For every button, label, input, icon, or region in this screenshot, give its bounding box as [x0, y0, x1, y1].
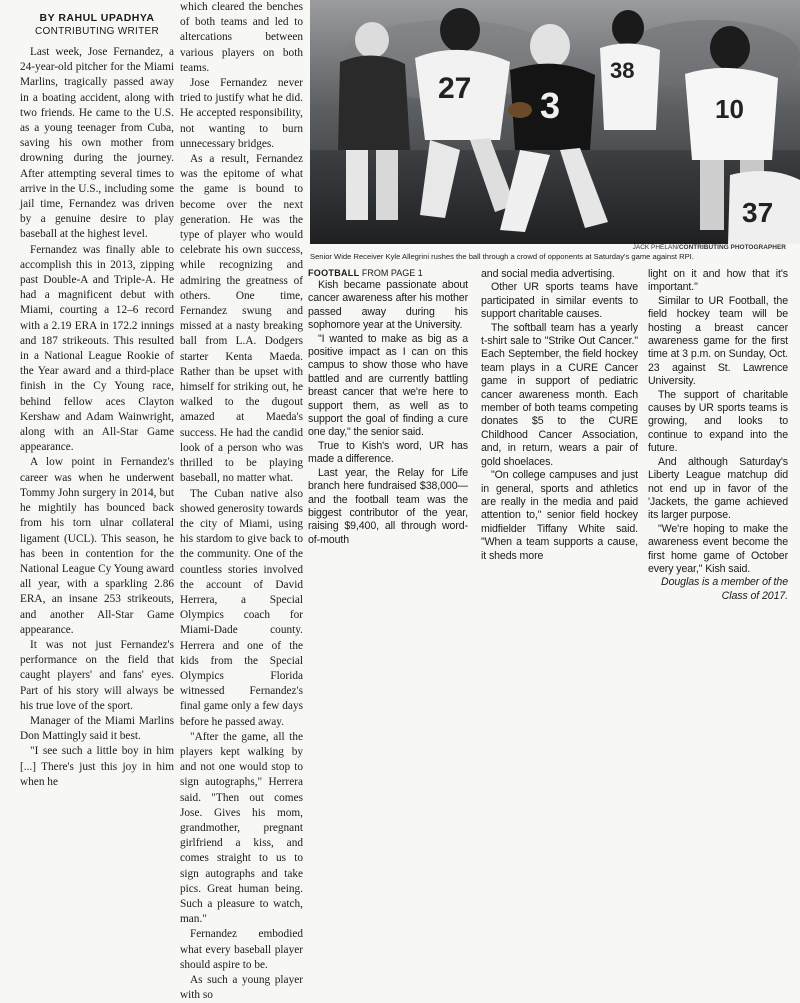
paragraph: light on it and how that it's important." — [648, 268, 788, 294]
photo-credit-role: CONTRIBUTING PHOTOGRAPHER — [678, 244, 786, 251]
paragraph: Other UR sports teams have participated in similar events to support charitable causes. — [481, 281, 638, 321]
jump-head — [308, 268, 468, 278]
football-column-1 — [308, 268, 468, 560]
football-photo-illustration — [310, 0, 800, 244]
football-column-3 — [648, 268, 788, 602]
football-column-2 — [481, 268, 638, 560]
jump-from: FROM PAGE 1 — [361, 268, 423, 278]
paragraph: and social media advertising. — [481, 268, 615, 280]
paragraph: Kish became passionate about cancer awareness after his mother passed away during his sophomore year at the University. — [308, 279, 468, 332]
paragraph: Fernandez was finally able to accomplish this in 2013, zipping past Double-A and Triple-A. He had a magnificent debut with Miami, courting a 12–6 record with a 2.19 ERA in 172.2 innings and 187 strikeouts. This resulted in a National League Rookie of the Year award and a third-place finish in the Cy Young race, behind fellow aces Clayton Kershaw and Adam Wainwright, along with an All-Star Game appearance. — [20, 243, 174, 454]
jersey-number: 37 — [742, 197, 774, 228]
paragraph: Similar to UR Football, the field hockey team will be hosting a breast cancer awareness game for the first time at 3 p.m. on Sunday, Oct. 23 against St. Lawrence University. — [648, 294, 788, 388]
photo-credit — [310, 244, 786, 251]
paragraph: The softball team has a yearly t-shirt sale to "Strike Out Cancer." Each September, the field hockey team plays in a CURE Cancer game in support of pediatric cancer awareness month. Each member of both teams competing donates $5 to the CURE Childhood Cancer Association, and, in return, wears a pair of gold shoelaces. — [481, 321, 638, 468]
article-column-2 — [180, 0, 303, 1002]
jersey-number: 27 — [438, 72, 472, 105]
paragraph: A low point in Fernandez's career was when he underwent Tommy John surgery in 2014, but he mightily has bounced back from his torn ulnar collateral ligament (UCL). This season, he has been in contention for the National League Cy Young award all year, with a sparkling 2.86 ERA, an insane 253 strikeouts, and another All-Star Game appearance. — [20, 456, 174, 636]
paragraph: The Cuban native also showed generosity towards the city of Miami, using his stardom to give back to the community. One of the countless stories involved the account of David Herrera, a Special Olympics coach for Miami-Dade county. Herrera and one of the kids from the Special Olympics Florida witnessed Fernandez's final game only a few days before he passed away. — [180, 487, 303, 728]
author-tagline: Douglas is a member of the Class of 2017. — [661, 576, 788, 602]
jump-section: FOOTBALL — [308, 268, 360, 278]
paragraph: which cleared the benches of both teams and led to altercations between various players on both teams. — [180, 1, 303, 74]
jersey-number: 10 — [715, 94, 744, 124]
article-column-1 — [20, 0, 174, 788]
paragraph: "After the game, all the players kept walking by and not one would stop to sign autographs," Herrera said. "Then out comes Jose. Gives his mom, grandmother, pregnant girlfriend a kiss, and comes straight to us to sign autographs and take pics. Great human being. Such a pleasure to watch, man." — [180, 730, 303, 926]
paragraph: "I see such a little boy in him [...] There's just this joy in him when he — [20, 745, 174, 788]
paragraph: "On college campuses and just in general, sports and athletics are really in the media and paid attention to," senior field hockey midfielder Tiffany White said. "When a team supports a cause, it sheds more — [481, 469, 638, 562]
paragraph: And although Saturday's Liberty League matchup did not end up in favor of the 'Jackets, the game achieved its larger purpose. — [648, 455, 788, 522]
paragraph: Last year, the Relay for Life branch here fundraised $38,000—and the football team was the biggest contributor of the year, raising $9,400, all through word-of-mouth — [308, 466, 468, 546]
jersey-number: 38 — [610, 58, 635, 83]
byline-author: BY RAHUL UPADHYA — [39, 12, 155, 24]
byline-title: CONTRIBUTING WRITER — [34, 26, 160, 37]
jersey-number: 3 — [540, 85, 561, 126]
photo-caption: Senior Wide Receiver Kyle Allegrini rushes the ball through a crowd of opponents at Saturday's game against RPI. — [310, 252, 694, 261]
paragraph: Fernandez embodied what every baseball player should aspire to be. — [180, 928, 303, 971]
paragraph: It was not just Fernandez's performance on the field that caught players' and fans' eyes. Part of his story will always be his true love of the sport. — [20, 638, 174, 712]
paragraph: "We're hoping to make the awareness event become the first home game of October every year," Kish said. — [648, 522, 788, 575]
photo-credit-name: JACK PHELAN/ — [632, 244, 679, 251]
player-figure — [728, 171, 800, 244]
paragraph: "I wanted to make as big as a positive impact as I can on this campus to show those who have battled and are currently battling breast cancer that we're here to support them, as well as to support the goal of finding a cure one day," the senior said. — [308, 332, 468, 439]
paragraph: As such a young player with so — [180, 974, 303, 1002]
paragraph: As a result, Fernandez was the epitome of what the game is bound to become over the next generation. He was the type of player who would celebrate his own success, while recognizing and admiring the greatness of others. One time, Fernandez swung and missed at a nasty breaking ball from L.A. Dodgers starter Kenta Maeda. Rather than be upset with himself for striking out, he walked to the dugout amazed at Maeda's success. He had the candid look of a person who was thrilled to be playing baseball, no matter what. — [180, 153, 303, 485]
paragraph: The support of charitable causes by UR sports teams is growing, and looks to continue to expand into the future. — [648, 388, 788, 455]
football-photo — [310, 0, 800, 244]
paragraph: Jose Fernandez never tried to justify what he did. He accepted responsibility, not wanting to burn unnecessary bridges. — [180, 77, 303, 150]
paragraph: Manager of the Miami Marlins Don Mattingly said it best. — [20, 714, 174, 743]
paragraph: Last week, Jose Fernandez, a 24-year-old pitcher for the Miami Marlins, tragically passed away in a boating accident, along with two friends. He came to the U.S. as a young teenager from Cuba, saving his own mother from drowning during the journey. After attempting several times to arrive in the U.S., including some jail time, Fernandez was driven by a genuine desire to play baseball at the highest level. — [20, 46, 174, 241]
paragraph: True to Kish's word, UR has made a difference. — [308, 439, 468, 466]
